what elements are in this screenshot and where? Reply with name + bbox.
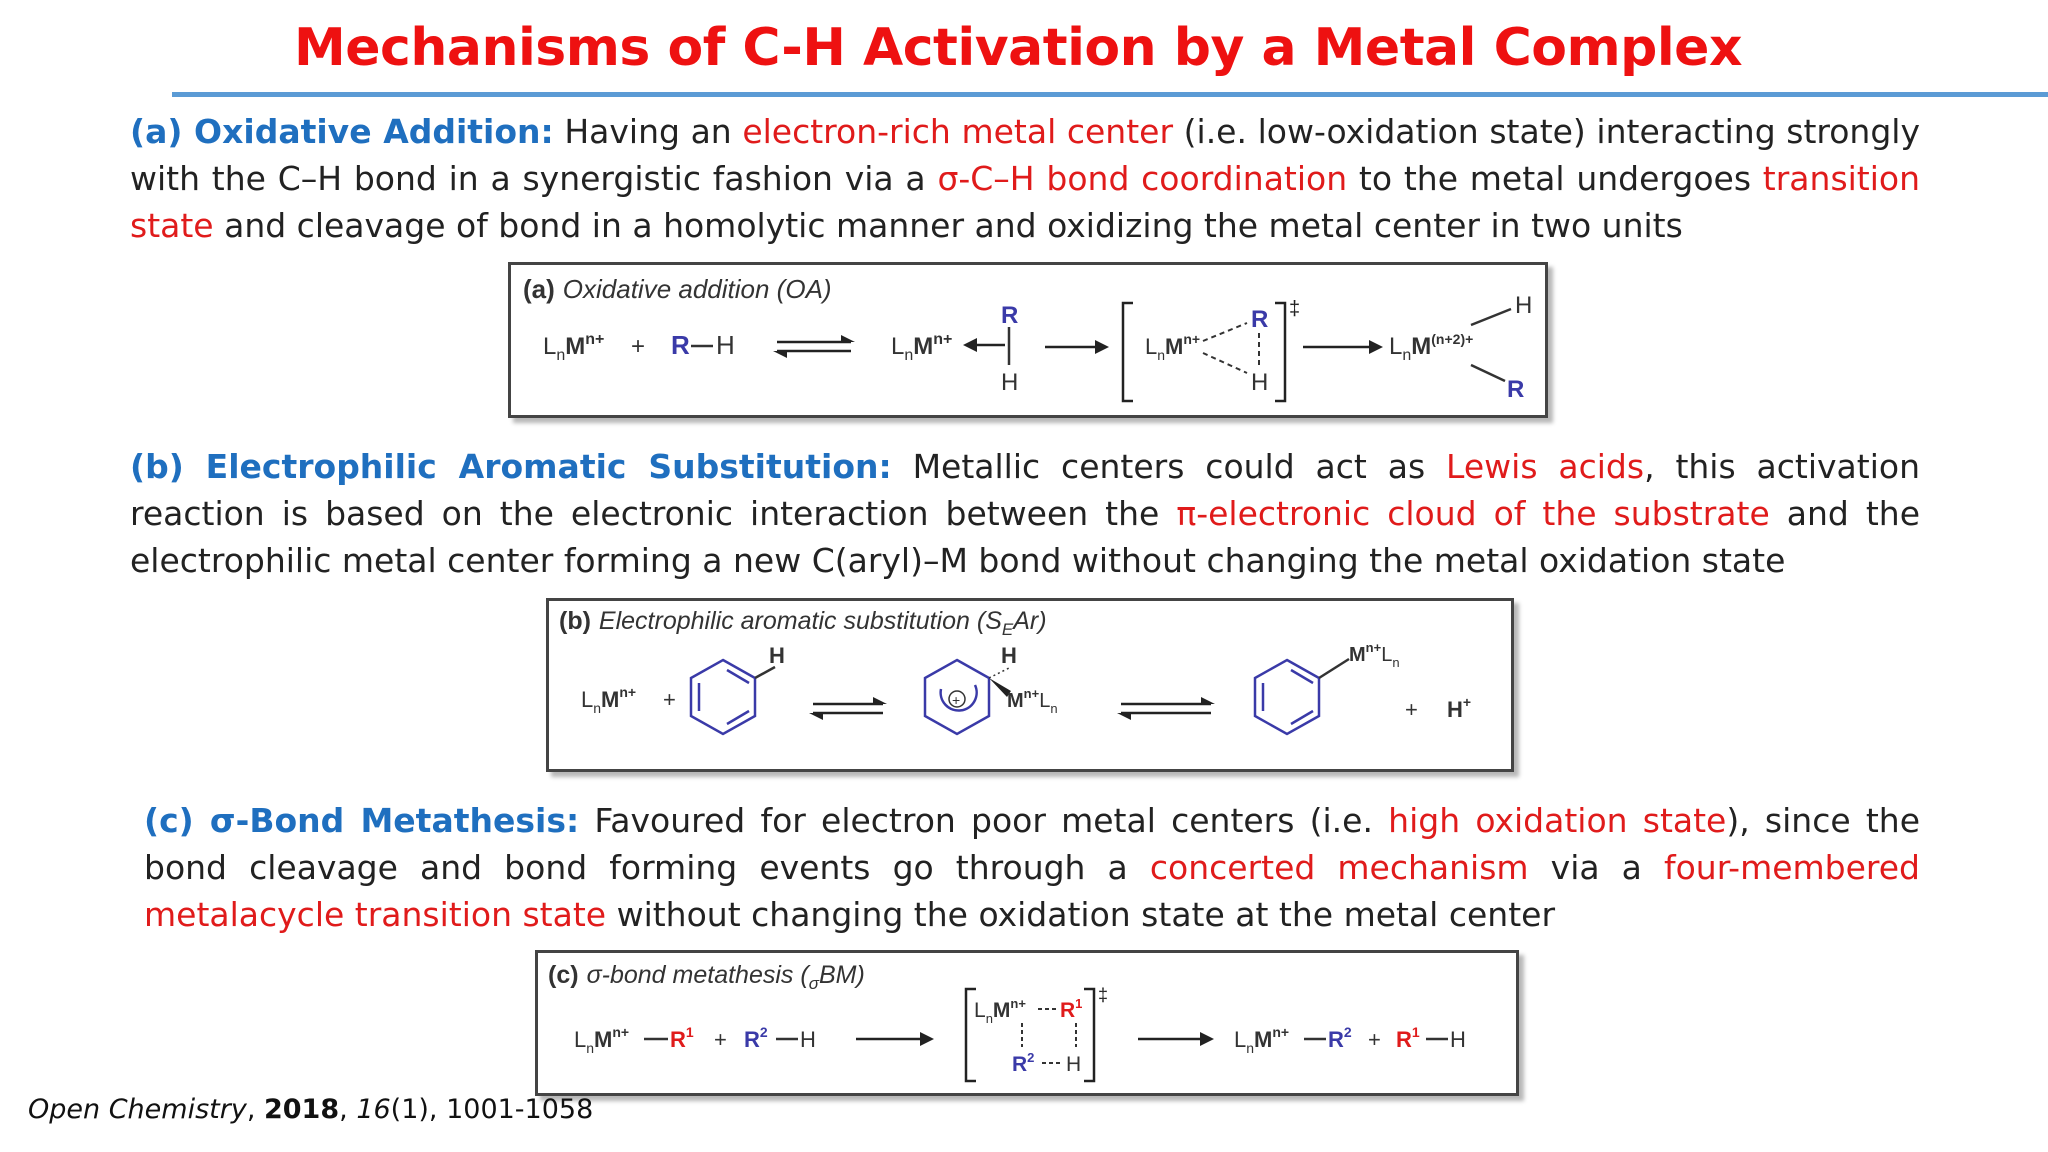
- oa-caption-text: Oxidative addition (OA): [562, 274, 832, 304]
- svg-text:Mn+Ln: $M^{n+}L_n$: [1007, 686, 1058, 716]
- svg-text:+: +: [1368, 1027, 1381, 1052]
- citation-issue-pages: (1), 1001-1058: [390, 1094, 594, 1125]
- svg-text:LnMn+: $L_nM^{n+}$: [1145, 331, 1201, 363]
- svg-text:(c)σ-bond metathesis (σBM): (c) σ-bond metathesis $(_\sigma BM)$: [548, 961, 865, 993]
- highlight-text: transition state: [130, 159, 1921, 245]
- highlight-text: electron-rich metal center: [742, 112, 1174, 151]
- figure-oxidative-addition: [508, 262, 1548, 418]
- oa-R: R: [671, 330, 690, 360]
- citation-volume: 16: [356, 1094, 391, 1125]
- svg-text:LnMn+: $L_nM^{n+}$: [974, 996, 1026, 1026]
- highlight-text: π-electronic cloud of the substrate: [1176, 494, 1770, 533]
- svg-text:R1: $R^1$: [670, 1024, 694, 1052]
- svg-text:H: H: [1450, 1027, 1466, 1052]
- body-text: Favoured for electron poor metal centers (i.e.: [579, 801, 1389, 840]
- svg-text:+: +: [714, 1027, 727, 1052]
- body-text: ), since the bond cleavage and bond forming events go through a: [144, 801, 1920, 887]
- section-heading: (a) Oxidative Addition:: [130, 112, 554, 151]
- title-underline: [172, 92, 2048, 97]
- section-oxidative-addition: [130, 108, 1920, 249]
- svg-text:R: R: [1507, 376, 1525, 403]
- highlight-text: four-membered metalacycle transition state: [144, 848, 1921, 934]
- svg-text:(b)Electrophilic aromatic subs: (b) Electrophilic aromatic substitution $(S_EAr)$: [559, 607, 1047, 639]
- body-text: and cleavage of bond in a homolytic manner and oxidizing the metal center in two units: [213, 206, 1683, 245]
- svg-text:H: H: [1066, 1053, 1082, 1076]
- body-text: (i.e. low-oxidation state) interacting strongly with the C–H bond in a synergistic fashion via a: [130, 112, 1920, 198]
- svg-text:+: +: [631, 333, 646, 360]
- section-heading: (b) Electrophilic Aromatic Substitution:: [130, 447, 892, 486]
- svg-text:H: H: [1001, 369, 1019, 396]
- figure-sigma-bond-metathesis: [535, 950, 1519, 1096]
- section-sigma-bond-metathesis: [144, 797, 1920, 938]
- highlight-text: Lewis acids: [1446, 447, 1645, 486]
- highlight-text: σ-C–H bond coordination: [937, 159, 1348, 198]
- svg-text:R2: $R^2$: [1328, 1024, 1352, 1052]
- svg-text:R: R: [1001, 302, 1019, 329]
- section-heading: (c) σ-Bond Metathesis:: [144, 801, 580, 840]
- svg-text:LnMn+: $L_nM^{n+}$: [1234, 1024, 1290, 1056]
- svg-text:LnMn+: $L_nM^{n+}$: [891, 331, 953, 364]
- citation-journal: Open Chemistry: [28, 1094, 247, 1125]
- oa-scheme: [511, 265, 1545, 415]
- body-text: via a: [1528, 848, 1664, 887]
- svg-text:‡: ‡: [1289, 298, 1301, 320]
- svg-text:R2: $R^2$: [1012, 1050, 1035, 1076]
- svg-text:LnMn+: $L_nM^{n+}$: [581, 684, 637, 716]
- svg-text:+: +: [663, 687, 676, 712]
- oa-caption-label: (a): [523, 274, 555, 304]
- svg-text:LnMn+: $L_nM^{n+}$: [574, 1024, 630, 1056]
- sbm-scheme: [538, 953, 1516, 1093]
- highlight-text: high oxidation state: [1388, 801, 1727, 840]
- body-text: , this activation reaction is based on the electronic interaction between the: [130, 447, 1920, 533]
- svg-text:H+: H+: [1447, 694, 1472, 722]
- body-text: without changing the oxidation state at the metal center: [606, 895, 1556, 934]
- svg-text:+: +: [952, 692, 961, 708]
- svg-text:R: R: [1251, 306, 1269, 333]
- body-text: and the electrophilic metal center forming a new C(aryl)–M bond without changing the metal oxidation state: [130, 494, 1920, 580]
- svg-text:Mn+Ln: $M^{n+}L_n$: [1349, 640, 1400, 670]
- svg-text:H: H: [1001, 643, 1017, 668]
- svg-text:H: H: [716, 330, 735, 360]
- svg-text:H: H: [1515, 292, 1533, 319]
- svg-text:H: H: [769, 643, 785, 668]
- svg-text:R2: $R^2$: [744, 1024, 768, 1052]
- page-title: Mechanisms of C-H Activation by a Metal Complex: [294, 18, 1742, 78]
- svg-text:R1: $R^1$: [1060, 996, 1083, 1022]
- highlight-text: concerted mechanism: [1149, 848, 1529, 887]
- body-text: to the metal undergoes: [1347, 159, 1763, 198]
- body-text: Having an: [553, 112, 743, 151]
- section-electrophilic-aromatic-substitution: [130, 443, 1920, 584]
- body-text: Metallic centers could act as: [891, 447, 1447, 486]
- svg-text:H: H: [1251, 369, 1269, 396]
- svg-text:LnM(n+2)+: $L_nM^{(n+2)+}$: [1389, 331, 1474, 364]
- svg-text:+: +: [1405, 697, 1418, 722]
- seAr-scheme: [549, 601, 1511, 769]
- figure-electrophilic-aromatic-substitution: [546, 598, 1514, 772]
- svg-text:LnMn+: $L_nM^{n+}$: [543, 331, 605, 364]
- svg-text:H: H: [800, 1027, 816, 1052]
- citation-year: 2018: [263, 1094, 340, 1125]
- svg-text:R1: $R^1$: [1396, 1024, 1420, 1052]
- citation: Open Chemistry, 2018, 16(1), 1001-1058: [28, 1094, 594, 1125]
- svg-text:‡: ‡: [1098, 985, 1109, 1005]
- svg-text:(a)Oxidative addition (OA): [523, 274, 832, 304]
